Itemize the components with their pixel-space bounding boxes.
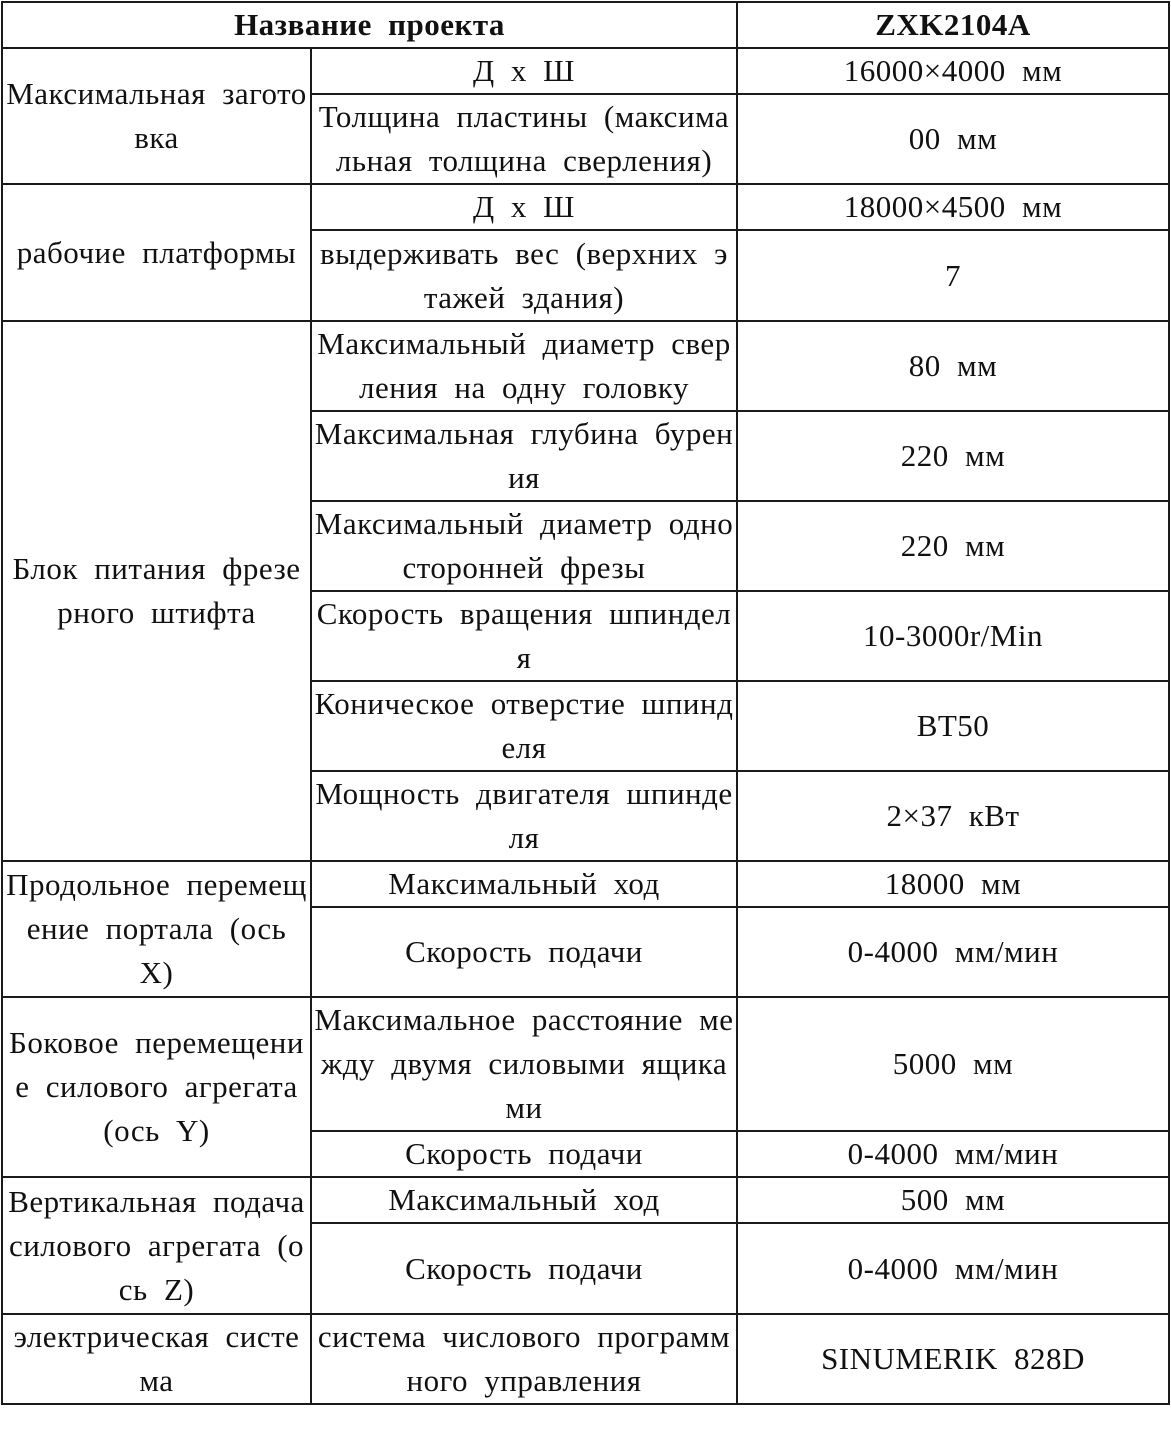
param-value: 500 мм	[737, 1177, 1169, 1223]
param-value: 220 мм	[737, 411, 1169, 501]
group-x-axis: Продольное перемещение портала (ось X)	[2, 861, 311, 997]
param-value: 7	[737, 230, 1169, 321]
param-label: Скорость подачи	[311, 907, 737, 997]
header-row	[2, 2, 1169, 48]
param-label: Д х Ш	[311, 184, 737, 230]
param-label: Максимальный ход	[311, 861, 737, 907]
param-label: Мощность двигателя шпинделя	[311, 771, 737, 861]
group-spindle-unit: Блок питания фрезерного штифта	[2, 321, 311, 861]
group-platform: рабочие платформы	[2, 184, 311, 321]
table-row	[2, 1177, 1169, 1223]
param-value: 18000×4500 мм	[737, 184, 1169, 230]
group-z-axis: Вертикальная подача силового агрегата (ось Z)	[2, 1177, 311, 1314]
param-value: 18000 мм	[737, 861, 1169, 907]
param-value: 16000×4000 мм	[737, 48, 1169, 94]
param-label: система числового программного управления	[311, 1314, 737, 1404]
param-value: SINUMERIK 828D	[737, 1314, 1169, 1404]
spec-table	[1, 1, 1170, 1405]
param-label: Максимальный диаметр односторонней фрезы	[311, 501, 737, 591]
header-project-name: Название проекта	[2, 2, 737, 48]
param-value: 0-4000 мм/мин	[737, 1223, 1169, 1314]
param-label: Скорость подачи	[311, 1131, 737, 1177]
table-row	[2, 48, 1169, 94]
param-label: Максимальный диаметр сверления на одну головку	[311, 321, 737, 411]
param-label: Коническое отверстие шпинделя	[311, 681, 737, 771]
table-row	[2, 321, 1169, 411]
table-row	[2, 997, 1169, 1131]
param-label: Скорость вращения шпинделя	[311, 591, 737, 681]
param-value: BT50	[737, 681, 1169, 771]
group-max-blank: Максимальная заготовка	[2, 48, 311, 184]
param-label: Скорость подачи	[311, 1223, 737, 1314]
param-value: 0-4000 мм/мин	[737, 1131, 1169, 1177]
param-value: 00 мм	[737, 94, 1169, 184]
param-value: 220 мм	[737, 501, 1169, 591]
group-electrical: электрическая система	[2, 1314, 311, 1404]
param-label: Толщина пластины (максимальная толщина сверления)	[311, 94, 737, 184]
param-value: 80 мм	[737, 321, 1169, 411]
param-label: Максимальное расстояние между двумя силовыми ящиками	[311, 997, 737, 1131]
param-value: 0-4000 мм/мин	[737, 907, 1169, 997]
table-row	[2, 861, 1169, 907]
param-label: Максимальная глубина бурения	[311, 411, 737, 501]
param-label: Д х Ш	[311, 48, 737, 94]
group-y-axis: Боковое перемещение силового агрегата (ось Y)	[2, 997, 311, 1177]
header-model: ZXK2104A	[737, 2, 1169, 48]
param-value: 2×37 кВт	[737, 771, 1169, 861]
param-label: Максимальный ход	[311, 1177, 737, 1223]
param-value: 10-3000r/Min	[737, 591, 1169, 681]
param-label: выдерживать вес (верхних этажей здания)	[311, 230, 737, 321]
table-row	[2, 1314, 1169, 1404]
table-row	[2, 184, 1169, 230]
param-value: 5000 мм	[737, 997, 1169, 1131]
